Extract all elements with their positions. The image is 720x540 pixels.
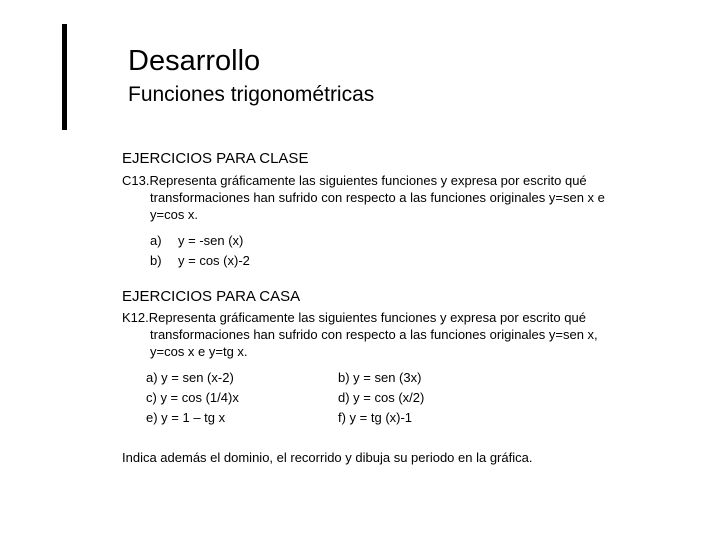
clase-heading: EJERCICIOS PARA CLASE bbox=[122, 150, 309, 167]
casa-exercise-line-3: y=cos x e y=tg x. bbox=[150, 344, 248, 359]
title-accent-bar bbox=[62, 24, 67, 130]
casa-item-c: c) y = cos (1/4)x bbox=[146, 390, 239, 405]
clase-exercise-line-3: y=cos x. bbox=[150, 207, 199, 222]
casa-exercise-line-2: transformaciones han sufrido con respecto a las funciones originales y=sen x, bbox=[150, 327, 598, 342]
casa-item-e: e) y = 1 – tg x bbox=[146, 410, 226, 425]
casa-exercise-line-1: K12.Representa gráficamente las siguientes funciones y expresa por escrito qué bbox=[122, 310, 586, 325]
clase-item-a bbox=[150, 232, 243, 249]
clase-exercise-line-2: transformaciones han sufrido con respecto a las funciones originales y=sen x e bbox=[150, 190, 605, 205]
clase-item-b bbox=[150, 252, 250, 269]
clase-exercise-line-1: C13.Representa gráficamente las siguientes funciones y expresa por escrito qué bbox=[122, 173, 587, 188]
clase-item-a-text: y = -sen (x) bbox=[178, 233, 244, 248]
clase-item-b-letter: b) bbox=[150, 253, 162, 268]
footer-note: Indica además el dominio, el recorrido y dibuja su periodo en la gráfica. bbox=[122, 450, 533, 465]
casa-item-a: a) y = sen (x-2) bbox=[146, 370, 234, 385]
casa-item-f: f) y = tg (x)-1 bbox=[338, 410, 413, 425]
casa-item-b: b) y = sen (3x) bbox=[338, 370, 422, 385]
page-subtitle: Funciones trigonométricas bbox=[128, 83, 375, 106]
clase-item-b-text: y = cos (x)-2 bbox=[178, 253, 250, 268]
clase-item-a-letter: a) bbox=[150, 233, 162, 248]
casa-item-d: d) y = cos (x/2) bbox=[338, 390, 425, 405]
page-title: Desarrollo bbox=[128, 45, 261, 77]
casa-heading: EJERCICIOS PARA CASA bbox=[122, 288, 301, 305]
